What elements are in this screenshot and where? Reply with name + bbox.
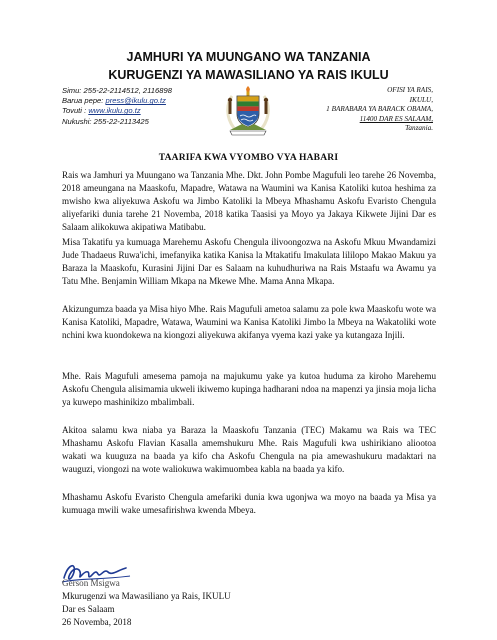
contact-block-left [62, 86, 172, 127]
website-line [62, 106, 172, 116]
phone-number: Simu: 255-22-2114512, 2116898 [62, 86, 172, 95]
signatory-name: Gerson Msigwa [62, 578, 120, 588]
signature-place: Dar es Salaam [62, 604, 115, 614]
office-country: Tanzania. [405, 124, 433, 133]
office-postal: 11400 DAR ES SALAAM, [359, 114, 433, 123]
body-paragraph-2: Misa Takatifu ya kumuaga Marehemu Askofu Chengula ilivoongozwa na Askofu Mkuu Mwandamizi Jude Thadaeus Ruwa'ichi, imefanyika katika Kanisa la Mtakatifu Imakulata lililopo Makao Makuu ya Baraza la Maaskofu, Kurasini Jijini Dar es Salaam na kuhudhuriwa na Rais Mstaafu wa Awamu ya Tatu Mhe. Benjamin William Mkapa na Mkewe Mhe. Mama Anna Mkapa. [62, 237, 436, 286]
letterhead-line-2: KURUGENZI YA MAWASILIANO YA RAIS IKULU [108, 68, 389, 82]
tanzania-coat-of-arms-icon [222, 86, 274, 136]
email-line [62, 96, 172, 106]
office-street: 1 BARABARA YA BARACK OBAMA, [326, 105, 433, 114]
body-paragraph-4: Mhe. Rais Magufuli amesema pamoja na majukumu yake ya kutoa huduma za kiroho Marehemu Askofu Chengula alisimamia ukweli ikiwemo kupinga hadharani ndoa na mapenzi ya jinsia moja licha ya kuwepo mashinikizo mbalimbali. [62, 371, 437, 407]
body-paragraph-6: Mhashamu Askofu Evaristo Chengula amefariki dunia kwa ugonjwa wa moyo na baada ya Misa ya kumuaga mwili wake umesafirishwa kwenda Mbeya. [62, 492, 436, 515]
signature-date: 26 Novemba, 2018 [62, 617, 132, 627]
contact-block-right [326, 86, 433, 134]
office-ikulu: IKULU, [409, 95, 433, 104]
document-title: TAARIFA KWA VYOMBO VYA HABARI [158, 153, 339, 163]
body-paragraph-1: Rais wa Jamhuri ya Muungano wa Tanzania Mhe. Dkt. John Pombe Magufuli leo tarehe 26 Novemba, 2018 ameungana na Maaskofu, Mapadre, Watawa na Waumini wa Kanisa Katoliki kutoa heshima za mwisho kwa aliyekuwa Askofu wa Jimbo Katoliki la Mbeya Mhashamu Askofu Evaristo Chengula aliyefariki dunia tarehe 21 Novemba, 2018 katika Taasisi ya Moyo ya Jakaya Kikwete Jijini Dar es Salaam alikokuwa akipatiwa Matibabu. [62, 170, 436, 232]
letterhead-line-1: JAMHURI YA MUUNGANO WA TANZANIA [126, 50, 371, 64]
body-paragraph-5: Akitoa salamu kwa niaba ya Baraza la Maaskofu Tanzania (TEC) Makamu wa Rais wa TEC Mhashamu Askofu Flavian Kasalla amemshukuru Mhe. Rais Magufuli kwa ushirikiano aliootoa wakati wa kuuguza na baada ya kifo cha Askofu Chengula na pia amewashukuru madaktari na wauguzi, viongozi na wote waliokuwa wakimuombea kabla na baada ya kifo. [62, 425, 436, 474]
email-link[interactable]: press@ikulu.go.tz [105, 96, 166, 106]
email-label: Barua pepe: [62, 96, 106, 106]
body-paragraph-3: Akizungumza baada ya Misa hiyo Mhe. Rais Magufuli ametoa salamu za pole kwa Maaskofu wote wa Kanisa Katoliki, Mapadre, Watawa, Waumini wa Kanisa Katoliki Jimbo la Mbeya na Wakatoliki wote nchini kwa kuondokewa na kiongozi aliyekuwa akifanya vyema kazi yake ya kutangaza Injili. [62, 304, 436, 340]
website-link[interactable]: www.ikulu.go.tz [88, 106, 141, 116]
website-label: Tovuti : [62, 106, 89, 116]
office-name: OFISI YA RAIS, [387, 86, 433, 94]
fax-number: Nukushi: 255-22-2113425 [62, 116, 149, 126]
signatory-position: Mkurugenzi wa Mawasiliano ya Rais, IKULU [62, 591, 231, 601]
